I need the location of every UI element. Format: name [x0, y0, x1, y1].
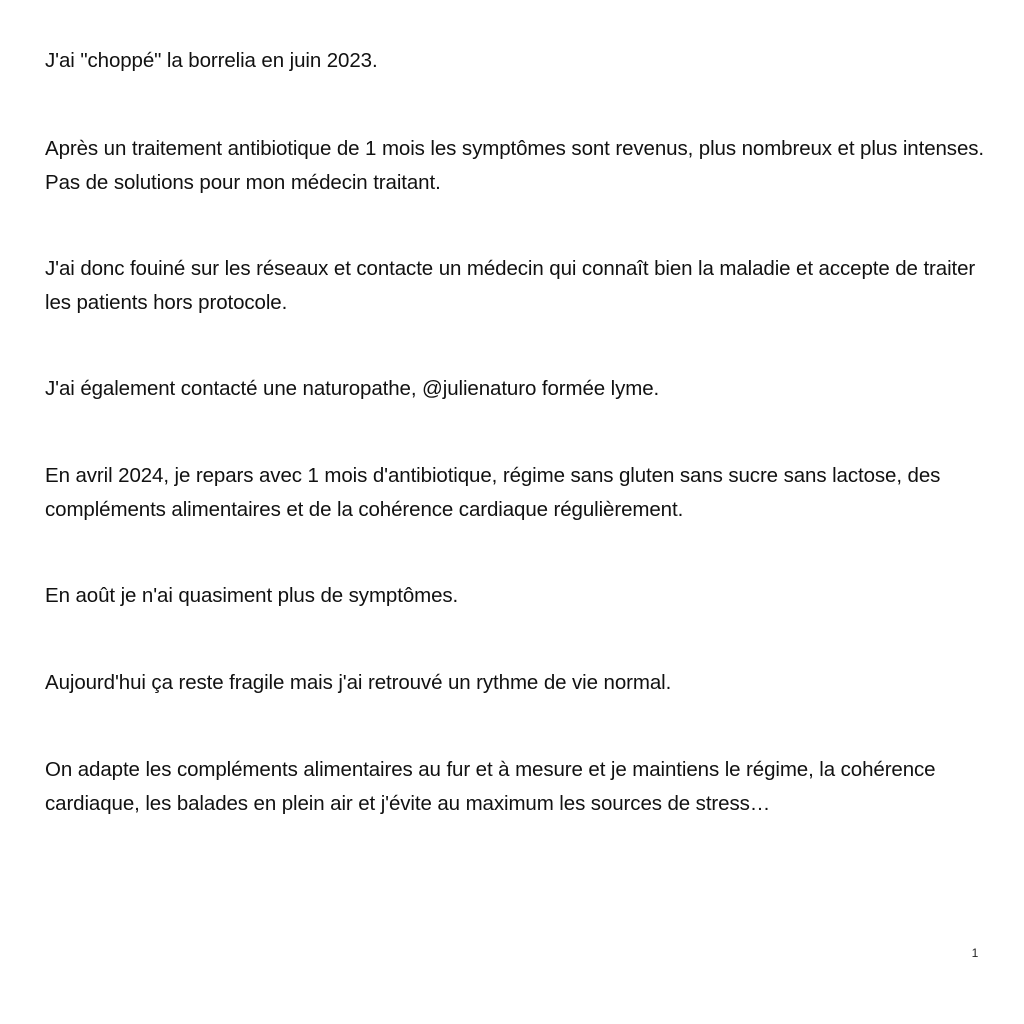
- paragraph-7: Aujourd'hui ça reste fragile mais j'ai retrouvé un rythme de vie normal.: [45, 671, 672, 694]
- paragraph-5: En avril 2024, je repars avec 1 mois d'antibiotique, régime sans gluten sans sucre sans lactose, des compléments alimentaires et de la cohérence cardiaque régulièrement.: [45, 464, 941, 521]
- paragraph-6: En août je n'ai quasiment plus de symptômes.: [45, 584, 459, 607]
- paragraph-3: J'ai donc fouiné sur les réseaux et contacte un médecin qui connaît bien la maladie et accepte de traiter les patients hors protocole.: [45, 257, 976, 314]
- paragraph-1: J'ai "choppé" la borrelia en juin 2023.: [45, 49, 378, 72]
- page-number: 1: [971, 946, 979, 960]
- paragraph-4: J'ai également contacté une naturopathe, @julienaturo formée lyme.: [45, 377, 660, 400]
- paragraph-8: On adapte les compléments alimentaires au fur et à mesure et je maintiens le régime, la cohérence cardiaque, les balades en plein air et j'évite au maximum les sources de stress…: [45, 758, 936, 815]
- paragraph-2: Après un traitement antibiotique de 1 mois les symptômes sont revenus, plus nombreux et plus intenses. Pas de solutions pour mon médecin traitant.: [45, 137, 984, 194]
